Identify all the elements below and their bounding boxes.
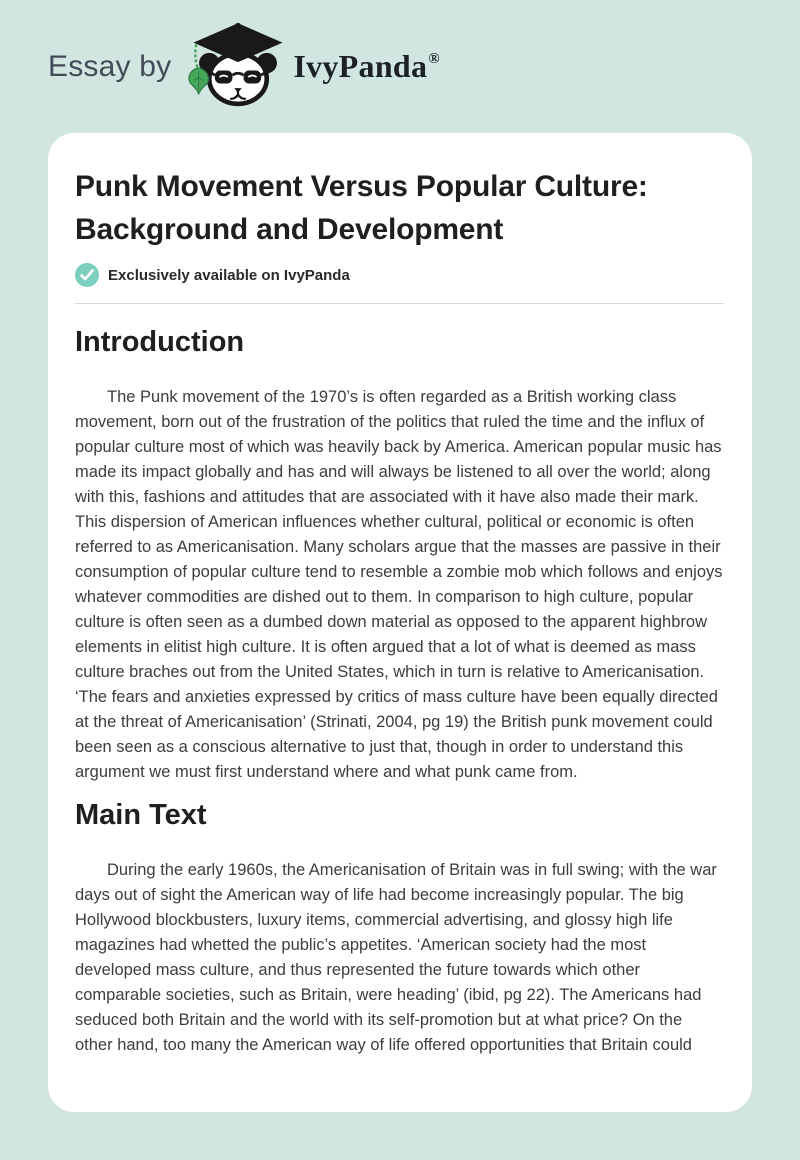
introduction-heading: Introduction [75,326,245,358]
divider [75,303,724,304]
section-main-text [75,798,724,1058]
exclusivity-label: Exclusively available on IvyPanda [108,266,350,284]
registered-trademark: ® [428,51,440,67]
brand-name: IvyPanda [293,48,428,84]
main-text-paragraph: During the early 1960s, the Americanisation of Britain was in full swing; with the war days out of sight the American way of life had become increasingly popular. The big Hollywood blockbusters, luxury items, commercial advertising, and glossy high life magazines had whetted the public’s appetites. ‘American society had the most developed mass culture, and thus represented the future towards which other comparable societies, such as Britain, were heading’ (ibid, pg 22). The Americans had seduced both Britain and the world with its self-promotion but at what price? On the other hand, too many the American way of life offered opportunities that Britain could [75,861,717,1054]
brand-wordmark [293,48,440,85]
essay-by-label: Essay by [48,49,172,83]
checkmark-icon [75,263,99,287]
essay-card [48,133,752,1112]
introduction-paragraph: The Punk movement of the 1970’s is often regarded as a British working class movement, born out of the frustration of the politics that ruled the time and the influx of popular culture most of which was heavily back by America. American popular music has made its impact globally and has and will always be listened to all over the world; along with this, fashions and attitudes that are associated with it have also made their mark. This dispersion of American influences whether cultural, political or economic is often referred to as Americanisation. Many scholars argue that the masses are passive in their consumption of popular culture tend to resemble a zombie mob which follows and enjoys whatever commodities are dished out to them. In comparison to high culture, popular culture is often seen as a dumbed down material as opposed to the apparent highbrow elements in elitist high culture. It is often argued that a lot of what is deemed as mass culture braches out from the United States, which in turn is relative to Americanisation. ‘The fears and anxieties expressed by critics of mass culture have been equally directed at the threat of Americanisation’ (Strinati, 2004, pg 19) the British punk movement could been seen as a conscious alternative to just that, though in order to understand this argument we must first understand where and what punk came from. [75,388,723,781]
exclusivity-badge [75,263,724,287]
main-text-heading: Main Text [75,799,207,831]
essay-title: Punk Movement Versus Popular Culture: Background and Development [75,170,648,246]
panda-graduate-icon [187,19,289,109]
section-introduction [75,325,724,785]
site-header [0,0,800,133]
